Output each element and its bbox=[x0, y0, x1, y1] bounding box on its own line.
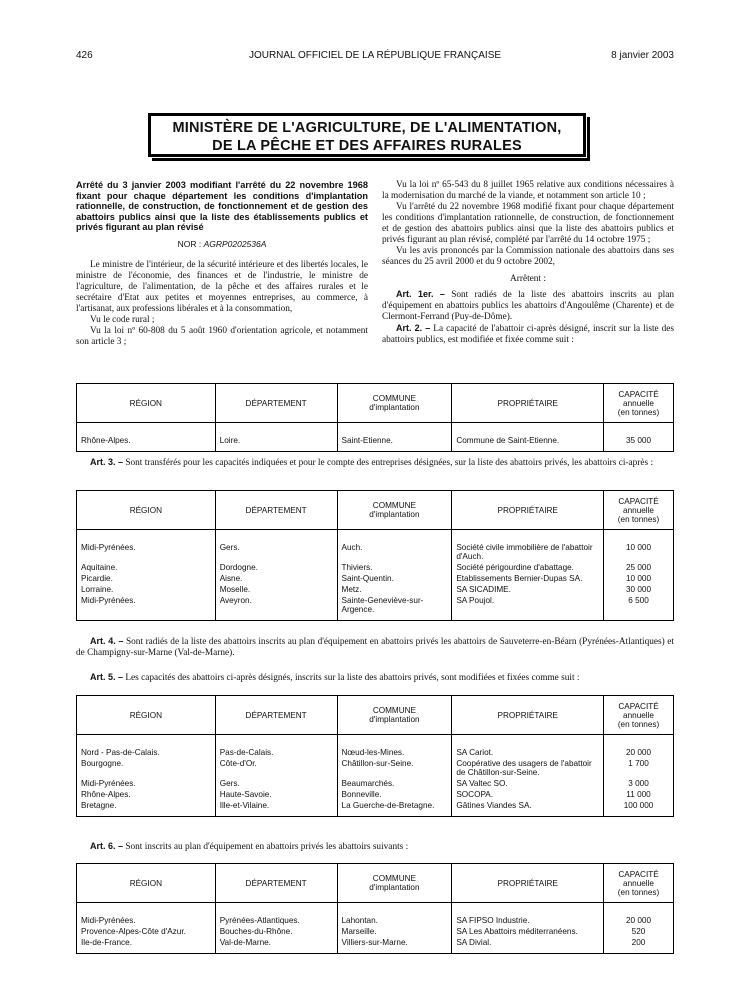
cell-region: Rhône-Alpes. bbox=[77, 435, 216, 446]
preamble-paragraph: Le ministre de l'intérieur, de la sécurité intérieure et des libertés locales, le ministre de l'économie, des finances et de l'industrie, le ministre de l'agriculture, de l'alimentation, de la pêche et des affaires rurales et le secrétaire d'Etat aux petites et moyennes entreprises, au commerce, à l'artisanat, aux professions libérales et à la consommation, bbox=[76, 259, 368, 314]
left-column bbox=[76, 180, 368, 348]
table-row bbox=[77, 562, 674, 573]
preamble-paragraph: Vu les avis prononcés par la Commission nationale des abattoirs dans ses séances du 25 avril 2000 et du 9 octobre 2002, bbox=[382, 246, 674, 267]
table-row bbox=[77, 789, 674, 800]
cell-region: Ile-de-France. bbox=[77, 937, 216, 948]
cell-region: Bourgogne. bbox=[77, 758, 216, 778]
cell-capacite: 3 000 bbox=[604, 778, 674, 789]
col-header-proprietaire: PROPRIÉTAIRE bbox=[452, 491, 604, 530]
page-header bbox=[76, 50, 674, 66]
cell-departement: Côte-d'Or. bbox=[215, 758, 337, 778]
article-6-text: Sont inscrits au plan d'équipement en abattoirs privés les abattoirs suivants : bbox=[125, 842, 409, 852]
col-header-region: RÉGION bbox=[77, 864, 216, 903]
cell-commune: La Guerche-de-Bretagne. bbox=[337, 800, 452, 811]
col-header-departement: DÉPARTEMENT bbox=[215, 696, 337, 735]
cell-capacite: 20 000 bbox=[604, 747, 674, 758]
cell-departement: Val-de-Marne. bbox=[215, 937, 337, 948]
table-row bbox=[77, 915, 674, 926]
article-2-text: La capacité de l'abattoir ci-après désigné, inscrit sur la liste des abattoirs publics, est modifiée et fixée comme suit : bbox=[382, 324, 675, 345]
cell-proprietaire: SA Divial. bbox=[452, 937, 604, 948]
cell-proprietaire: SA Cariot. bbox=[452, 747, 604, 758]
cell-commune: Villiers-sur-Marne. bbox=[337, 937, 452, 948]
right-column bbox=[382, 180, 674, 346]
preamble-paragraph: Vu la loi nº 65-543 du 8 juillet 1965 relative aux conditions nécessaires à la modernisation du marché de la viande, et notamment son article 10 ; bbox=[382, 180, 674, 201]
table-row bbox=[77, 747, 674, 758]
cell-departement: Aisne. bbox=[215, 573, 337, 584]
cell-departement: Pyrénées-Atlantiques. bbox=[215, 915, 337, 926]
cell-commune: Sainte-Geneviève-sur-Argence. bbox=[337, 595, 452, 615]
table-end-row bbox=[77, 948, 674, 954]
arretent: Arrêtent : bbox=[510, 274, 546, 284]
article-1-label: Art. 1er. – bbox=[396, 289, 445, 299]
table-end-row bbox=[77, 811, 674, 817]
page-number: 426 bbox=[76, 50, 93, 61]
cell-region: Provence-Alpes-Côte d'Azur. bbox=[77, 926, 216, 937]
cell-proprietaire: Coopérative des usagers de l'abattoir de Châtillon-sur-Seine. bbox=[452, 758, 604, 778]
article-3-text: Sont transférés pour les capacités indiquées et pour le compte des entreprises désignées, sur la liste des abattoirs privés, les abattoirs ci-après : bbox=[125, 458, 654, 468]
table-row bbox=[77, 435, 674, 446]
table-row bbox=[77, 584, 674, 595]
cell-region: Midi-Pyrénées. bbox=[77, 778, 216, 789]
article-2 bbox=[382, 323, 674, 346]
table-row bbox=[77, 937, 674, 948]
nor-value: AGRP0202536A bbox=[203, 238, 267, 249]
col-header-departement: DÉPARTEMENT bbox=[215, 384, 337, 423]
cell-commune: Beaumarchés. bbox=[337, 778, 452, 789]
article-3-label: Art. 3. – bbox=[90, 457, 124, 467]
cell-departement: Pas-de-Calais. bbox=[215, 747, 337, 758]
cell-capacite: 10 000 bbox=[604, 573, 674, 584]
cell-capacite: 20 000 bbox=[604, 915, 674, 926]
journal-title: JOURNAL OFFICIEL DE LA RÉPUBLIQUE FRANÇAISE bbox=[248, 50, 502, 61]
cell-capacite: 11 000 bbox=[604, 789, 674, 800]
cell-region: Aquitaine. bbox=[77, 562, 216, 573]
cell-capacite: 6 500 bbox=[604, 595, 674, 615]
cell-commune: Bonneville. bbox=[337, 789, 452, 800]
article-5 bbox=[76, 672, 674, 684]
nor-reference bbox=[76, 239, 368, 250]
cell-proprietaire: SA SICADIME. bbox=[452, 584, 604, 595]
cell-region: Midi-Pyrénées. bbox=[77, 595, 216, 615]
table-spacer-row bbox=[77, 530, 674, 543]
cell-commune: Lahontan. bbox=[337, 915, 452, 926]
cell-region: Nord - Pas-de-Calais. bbox=[77, 747, 216, 758]
cell-capacite: 30 000 bbox=[604, 584, 674, 595]
article-4-text: Sont radiés de la liste des abattoirs inscrits au plan d'équipement en abattoirs privés les abattoirs de Sauveterre-en-Béarn (Pyrénées-Atlantiques) et de Champigny-sur-Marne (Val-de-Marne). bbox=[76, 637, 675, 658]
article-1 bbox=[382, 289, 674, 323]
cell-capacite: 10 000 bbox=[604, 542, 674, 562]
col-header-departement: DÉPARTEMENT bbox=[215, 864, 337, 903]
col-header-departement: DÉPARTEMENT bbox=[215, 491, 337, 530]
cell-capacite: 1 700 bbox=[604, 758, 674, 778]
preamble-paragraph: Vu l'arrêté du 22 novembre 1968 modifié fixant pour chaque département les conditions d'implantation rationnelle, de construction, de fonctionnement et de gestion des abattoirs publics ainsi que la liste des abattoirs publics et privés figurant au plan révisé, complété par l'arrêté du 14 octobre 1975 ; bbox=[382, 202, 674, 245]
col-header-commune: COMMUNE d'implantation bbox=[337, 491, 452, 530]
article-4-label: Art. 4. – bbox=[90, 636, 124, 646]
preamble-paragraph: Vu le code rural ; bbox=[90, 314, 155, 325]
table-row bbox=[77, 778, 674, 789]
cell-departement: Bouches-du-Rhône. bbox=[215, 926, 337, 937]
article-5-label: Art. 5. – bbox=[90, 672, 124, 682]
cell-region: Lorraine. bbox=[77, 584, 216, 595]
cell-proprietaire: Gâtines Viandes SA. bbox=[452, 800, 604, 811]
article-3 bbox=[76, 457, 674, 469]
table-spacer-row bbox=[77, 423, 674, 436]
cell-commune: Auch. bbox=[337, 542, 452, 562]
cell-departement: Aveyron. bbox=[215, 595, 337, 615]
table-spacer-row bbox=[77, 903, 674, 916]
cell-region: Midi-Pyrénées. bbox=[77, 915, 216, 926]
cell-proprietaire: SA Poujol. bbox=[452, 595, 604, 615]
article-1-text: Sont radiés de la liste des abattoirs inscrits au plan d'équipement en abattoirs publics les abattoirs d'Angoulême (Charente) et de Clermont-Ferrand (Puy-de-Dôme). bbox=[382, 290, 674, 322]
table-row bbox=[77, 926, 674, 937]
cell-commune: Saint-Quentin. bbox=[337, 573, 452, 584]
cell-departement: Gers. bbox=[215, 542, 337, 562]
col-header-proprietaire: PROPRIÉTAIRE bbox=[452, 696, 604, 735]
article-5-text: Les capacités des abattoirs ci-après désignés, inscrits sur la liste des abattoirs privés, sont modifiées et fixées comme suit : bbox=[125, 673, 580, 683]
table-article-3 bbox=[76, 490, 674, 621]
table-article-2 bbox=[76, 383, 674, 452]
ministry-line-2: DE LA PÊCHE ET DES AFFAIRES RURALES bbox=[212, 138, 522, 154]
preamble-paragraph: Vu la loi nº 60-808 du 5 août 1960 d'orientation agricole, et notamment son article 3 ; bbox=[76, 325, 368, 347]
cell-commune: Thiviers. bbox=[337, 562, 452, 573]
ministry-box bbox=[148, 113, 586, 157]
cell-capacite: 520 bbox=[604, 926, 674, 937]
ministry-line-1: MINISTÈRE DE L'AGRICULTURE, DE L'ALIMENTATION, bbox=[172, 120, 562, 136]
col-header-region: RÉGION bbox=[77, 384, 216, 423]
cell-commune: Metz. bbox=[337, 584, 452, 595]
table-article-6 bbox=[76, 863, 674, 954]
cell-departement: Ille-et-Vilaine. bbox=[215, 800, 337, 811]
cell-proprietaire: SA FIPSO Industrie. bbox=[452, 915, 604, 926]
cell-departement: Gers. bbox=[215, 778, 337, 789]
cell-region: Picardie. bbox=[77, 573, 216, 584]
cell-proprietaire: SOCOPA. bbox=[452, 789, 604, 800]
col-header-proprietaire: PROPRIÉTAIRE bbox=[452, 384, 604, 423]
issue-date: 8 janvier 2003 bbox=[611, 50, 674, 61]
cell-departement: Dordogne. bbox=[215, 562, 337, 573]
cell-departement: Moselle. bbox=[215, 584, 337, 595]
col-header-region: RÉGION bbox=[77, 491, 216, 530]
table-row bbox=[77, 573, 674, 584]
cell-commune: Saint-Etienne. bbox=[337, 435, 452, 446]
col-header-commune: COMMUNE d'implantation bbox=[337, 384, 452, 423]
cell-proprietaire: SA Valtec SO. bbox=[452, 778, 604, 789]
table-row bbox=[77, 542, 674, 562]
cell-capacite: 35 000 bbox=[604, 435, 674, 446]
col-header-proprietaire: PROPRIÉTAIRE bbox=[452, 864, 604, 903]
arrete-title: Arrêté du 3 janvier 2003 modifiant l'arrêté du 22 novembre 1968 fixant pour chaque département les conditions d'implantation rationnelle, de construction, de fonctionnement et de gestion des abattoirs publics ainsi que la liste des établissements publics et privés figurant au plan révisé bbox=[76, 180, 368, 232]
cell-capacite: 25 000 bbox=[604, 562, 674, 573]
cell-departement: Haute-Savoie. bbox=[215, 789, 337, 800]
table-article-5 bbox=[76, 695, 674, 817]
cell-proprietaire: SA Les Abattoirs méditerranéens. bbox=[452, 926, 604, 937]
cell-region: Midi-Pyrénées. bbox=[77, 542, 216, 562]
nor-label: NOR : bbox=[177, 238, 202, 249]
cell-proprietaire: Etablissements Bernier-Dupas SA. bbox=[452, 573, 604, 584]
col-header-commune: COMMUNE d'implantation bbox=[337, 864, 452, 903]
article-6 bbox=[76, 841, 674, 853]
cell-proprietaire: Société civile immobilière de l'abattoir d'Auch. bbox=[452, 542, 604, 562]
cell-commune: Châtillon-sur-Seine. bbox=[337, 758, 452, 778]
cell-region: Rhône-Alpes. bbox=[77, 789, 216, 800]
article-6-label: Art. 6. – bbox=[90, 841, 124, 851]
article-4 bbox=[76, 636, 674, 659]
col-header-capacite: CAPACITÉ annuelle (en tonnes) bbox=[604, 491, 674, 530]
cell-proprietaire: Société périgourdine d'abattage. bbox=[452, 562, 604, 573]
article-2-label: Art. 2. – bbox=[396, 323, 431, 333]
cell-region: Bretagne. bbox=[77, 800, 216, 811]
cell-proprietaire: Commune de Saint-Etienne. bbox=[452, 435, 604, 446]
cell-departement: Loire. bbox=[215, 435, 337, 446]
col-header-region: RÉGION bbox=[77, 696, 216, 735]
table-row bbox=[77, 758, 674, 778]
table-end-row bbox=[77, 446, 674, 452]
table-row bbox=[77, 800, 674, 811]
col-header-capacite: CAPACITÉ annuelle (en tonnes) bbox=[604, 864, 674, 903]
cell-commune: Nœud-les-Mines. bbox=[337, 747, 452, 758]
table-end-row bbox=[77, 615, 674, 621]
col-header-capacite: CAPACITÉ annuelle (en tonnes) bbox=[604, 696, 674, 735]
cell-capacite: 200 bbox=[604, 937, 674, 948]
table-spacer-row bbox=[77, 735, 674, 748]
cell-capacite: 100 000 bbox=[604, 800, 674, 811]
col-header-capacite: CAPACITÉ annuelle (en tonnes) bbox=[604, 384, 674, 423]
cell-commune: Marseille. bbox=[337, 926, 452, 937]
col-header-commune: COMMUNE d'implantation bbox=[337, 696, 452, 735]
table-row bbox=[77, 595, 674, 615]
